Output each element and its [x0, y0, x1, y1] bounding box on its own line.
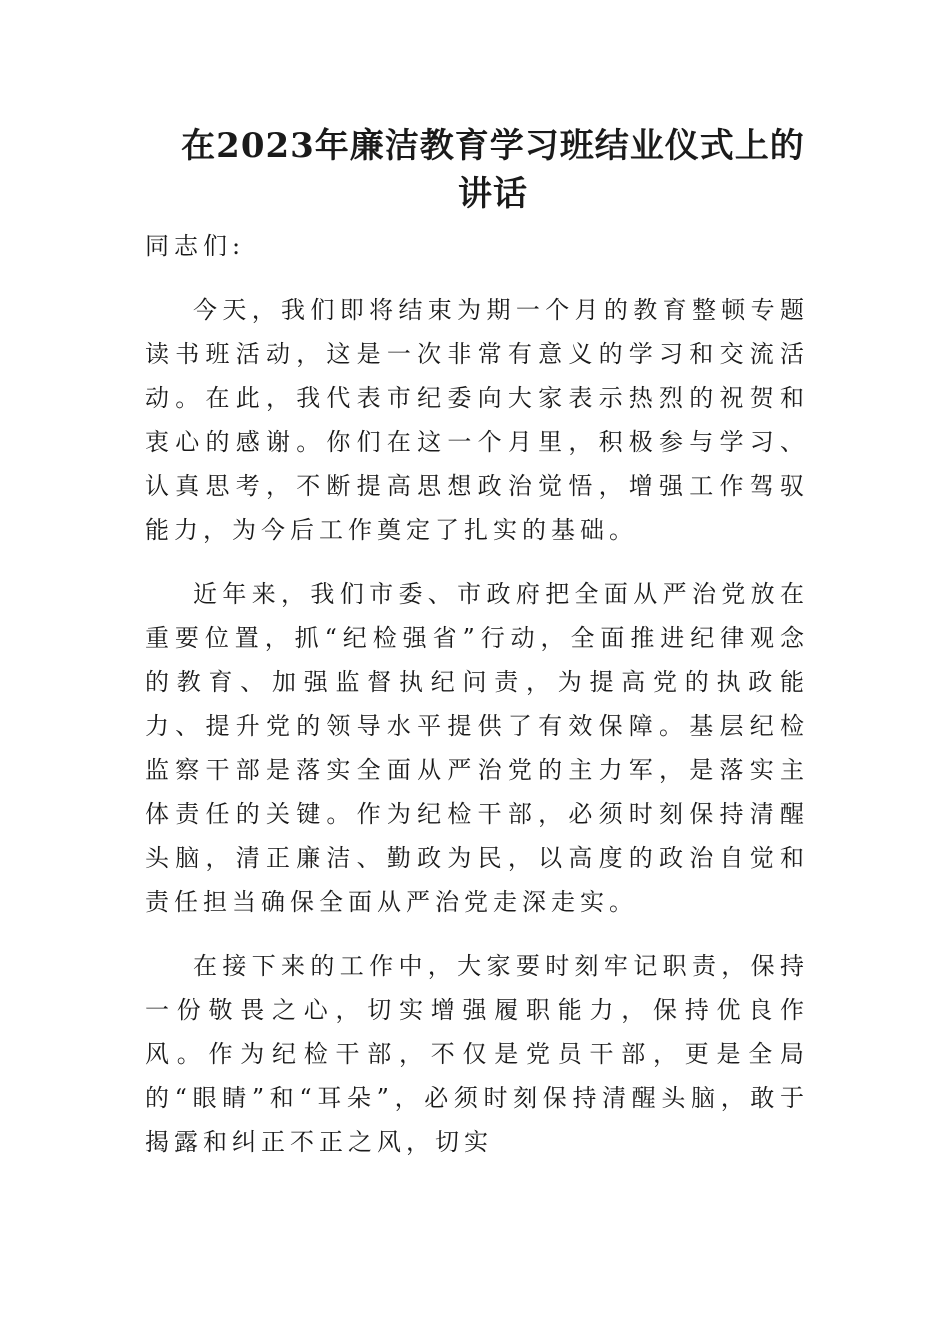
paragraph-3: 在接下来的工作中，大家要时刻牢记职责，保持一份敬畏之心，切实增强履职能力，保持优良作风。作为纪检干部，不仅是党员干部，更是全局的“眼睛”和“耳朵”，必须时刻保持清醒头脑，敢于揭露和纠正不正之风，切实 [145, 952, 809, 1156]
paragraph-1: 今天，我们即将结束为期一个月的教育整顿专题读书班活动，这是一次非常有意义的学习和交流活动。在此，我代表市纪委向大家表示热烈的祝贺和衷心的感谢。你们在这一个月里，积极参与学习、认真思考，不断提高思想政治觉悟，增强工作驾驭能力，为今后工作奠定了扎实的基础。 [145, 296, 809, 544]
paragraph-2: 近年来，我们市委、市政府把全面从严治党放在重要位置，抓“纪检强省”行动，全面推进纪律观念的教育、加强监督执纪问责，为提高党的执政能力、提升党的领导水平提供了有效保障。基层纪检监察干部是落实全面从严治党的主力军，是落实主体责任的关键。作为纪检干部，必须时刻保持清醒头脑，清正廉洁、勤政为民，以高度的政治自觉和责任担当确保全面从严治党走深走实。 [145, 580, 809, 916]
document-title [140, 122, 846, 218]
document-body [145, 224, 809, 1184]
title-line-2: 讲话 [458, 174, 528, 214]
title-line-1: 在2023年廉洁教育学习班结业仪式上的 [181, 126, 805, 166]
salutation: 同志们: [145, 232, 246, 260]
